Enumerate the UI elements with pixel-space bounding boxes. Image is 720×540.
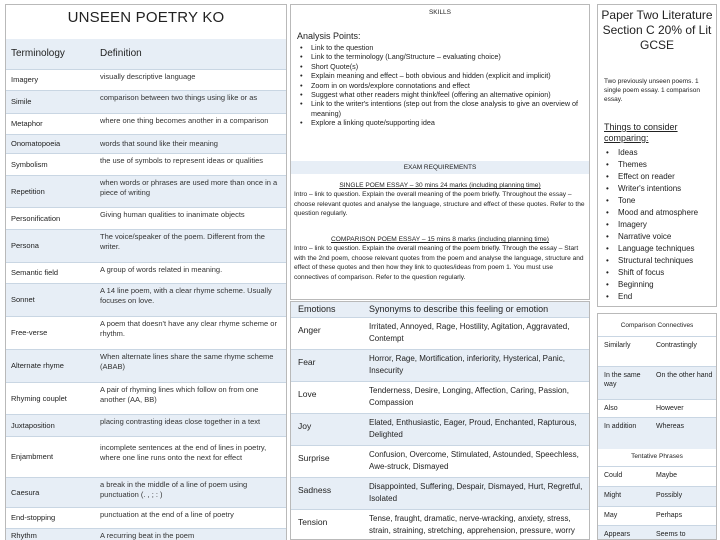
emotion-synonyms: Tense, fraught, dramatic, nerve-wracking, anxiety, stress, strain, straining, stretching, apprehension, pressure, worry: [369, 514, 575, 535]
term-definition: Giving human qualities to inanimate objects: [100, 210, 245, 219]
compare-item: • End: [606, 291, 698, 303]
emotion-synonyms: Horror, Rage, Mortification, inferiority, Hysterical, Panic, Insecurity: [369, 354, 565, 375]
compare-item: • Writer's intentions: [606, 183, 698, 195]
compare-item: • Language techniques: [606, 243, 698, 255]
connective-right: Seems to: [656, 531, 686, 538]
term-name: Imagery: [11, 75, 39, 84]
connective-row: [598, 525, 716, 540]
connective-left: Similarly: [604, 342, 631, 349]
term-name: Rhythm: [11, 531, 37, 540]
compare-item: • Themes: [606, 159, 698, 171]
single-poem-essay-body: Intro – link to question. Explain the overall meaning of the poem briefly. Throughout the essay – choose relevant quotes and analyse the language, structure and effect of these quotes. Refer to the question regularly.: [294, 191, 585, 218]
connective-row: [598, 486, 716, 506]
terminology-row: [6, 528, 286, 540]
paper-two-panel: [597, 4, 717, 307]
terminology-row: [6, 283, 286, 316]
emotion-synonyms: Confusion, Overcome, Stimulated, Astounded, Speechless, Awe-struck, Dismayed: [369, 450, 579, 471]
compare-title: Things to consider comparing:: [604, 122, 678, 143]
term-name: Onomatopoeia: [11, 139, 61, 148]
connective-right: Perhaps: [656, 512, 683, 519]
compare-list: [606, 147, 698, 303]
analysis-point: • Link to the question: [300, 43, 585, 52]
terminology-row: [6, 153, 286, 175]
connective-right: Possibly: [656, 492, 683, 499]
compare-item: • Structural techniques: [606, 255, 698, 267]
terminology-row: [6, 90, 286, 113]
emotion-row: [291, 477, 589, 509]
terminology-row: [6, 113, 286, 134]
analysis-point: • Suggest what other readers might think/feel (offering an alternative opinion): [300, 90, 585, 99]
emotion-row: [291, 413, 589, 445]
connective-row: [598, 336, 716, 366]
terminology-row: [6, 207, 286, 229]
terminology-row: [6, 414, 286, 436]
analysis-points-list: [300, 43, 585, 128]
term-name: Personification: [11, 214, 61, 223]
term-name: Symbolism: [11, 160, 48, 169]
term-definition: words that sound like their meaning: [100, 139, 218, 148]
connective-left: In the same way: [604, 372, 641, 388]
compare-item: • Shift of focus: [606, 267, 698, 279]
term-name: Metaphor: [11, 119, 43, 128]
paper-description: Two previously unseen poems. 1 single poem essay. 1 comparison essay.: [604, 78, 700, 103]
emotion-row: [291, 381, 589, 413]
term-definition: comparison between two things using like or as: [100, 93, 258, 102]
emotion-row: [291, 349, 589, 381]
emotions-column-header: Emotions: [298, 304, 336, 314]
compare-item: • Mood and atmosphere: [606, 207, 698, 219]
emotion-name: Joy: [298, 421, 312, 431]
terminology-row: [6, 134, 286, 153]
connective-left: Appears: [604, 531, 631, 538]
term-name: End-stopping: [11, 513, 56, 522]
term-name: Juxtaposition: [11, 421, 55, 430]
comparison-poem-essay-body: Intro – link to question. Explain the overall meaning of the poem briefly. Through the essay – Start with the 2nd poem, choose relevant quotes from the poem and analyse the language, structure and effect of these quotes and then how they link to quotes/ideas from poem 1. You must use connectives of comparison. Refer to the question regularly.: [294, 245, 584, 281]
compare-item: • Beginning: [606, 279, 698, 291]
term-name: Semantic field: [11, 268, 59, 277]
paper-title: Paper Two Literature Section C 20% of Lit GCSE: [601, 8, 713, 52]
connective-row: [598, 506, 716, 525]
term-definition: A poem that doesn't have any clear rhyme scheme or rhythm.: [100, 319, 277, 338]
connective-row: [598, 366, 716, 399]
emotion-name: Anger: [298, 325, 321, 335]
comparison-poem-essay: [294, 235, 586, 282]
term-definition: the use of symbols to represent ideas or qualities: [100, 156, 264, 165]
emotion-name: Sadness: [298, 485, 332, 495]
terminology-row: [6, 316, 286, 349]
term-name: Enjambment: [11, 452, 54, 461]
term-definition: where one thing becomes another in a comparison: [100, 116, 269, 125]
terminology-row: [6, 507, 286, 528]
term-definition: A 14 line poem, with a clear rhyme scheme. Usually focuses on love.: [100, 286, 272, 305]
term-definition: placing contrasting ideas close together in a text: [100, 417, 261, 426]
term-definition: A pair of rhyming lines which follow on from one another (AA, BB): [100, 385, 259, 404]
emotion-name: Love: [298, 389, 317, 399]
term-name: Simile: [11, 97, 32, 106]
terminology-row: [6, 175, 286, 207]
term-definition: a break in the middle of a line of poem using punctuation (. , ; : ): [100, 480, 248, 499]
synonyms-column-header: Synonyms to describe this feeling or emotion: [369, 304, 549, 314]
terminology-row: [6, 382, 286, 414]
analysis-point: • Explore a linking quote/supporting idea: [300, 118, 585, 127]
connective-right: Contrastingly: [656, 342, 697, 349]
term-name: Repetition: [11, 187, 45, 196]
emotion-synonyms: Disappointed, Suffering, Despair, Dismayed, Hurt, Regretful, Isolated: [369, 482, 583, 503]
skills-title: SKILLS: [428, 9, 452, 16]
connective-right: Whereas: [656, 423, 685, 430]
terminology-column-header: Terminology: [11, 48, 65, 59]
connective-left: Also: [604, 405, 618, 412]
emotion-row: [291, 445, 589, 477]
term-name: Persona: [11, 241, 39, 250]
emotions-table: [290, 301, 590, 540]
term-definition: When alternate lines share the same rhyme scheme (ABAB): [100, 352, 274, 371]
term-definition: A recurring beat in the poem: [100, 531, 195, 540]
term-name: Rhyming couplet: [11, 394, 67, 403]
connectives-panel: [597, 313, 717, 540]
analysis-point: • Explain meaning and effect – both obvious and hidden (explicit and implicit): [300, 71, 585, 80]
emotion-row: [291, 509, 589, 540]
term-name: Alternate rhyme: [11, 361, 64, 370]
analysis-points-title: Analysis Points:: [297, 31, 361, 41]
analysis-point: • Link to the writer's intentions (step out from the close analysis to give an overview of meaning): [300, 99, 585, 118]
term-definition: punctuation at the end of a line of poetry: [100, 510, 234, 519]
terminology-row: [6, 262, 286, 283]
connective-left: In addition: [604, 423, 637, 430]
single-poem-essay-heading: SINGLE POEM ESSAY – 30 mins 24 marks (including planning time): [339, 182, 541, 189]
terminology-table-header: [6, 39, 286, 69]
emotions-table-header: [291, 302, 589, 317]
compare-item: • Ideas: [606, 147, 698, 159]
term-definition: A group of words related in meaning.: [100, 265, 223, 274]
terminology-row: [6, 477, 286, 507]
compare-item: • Imagery: [606, 219, 698, 231]
compare-item: • Effect on reader: [606, 171, 698, 183]
term-definition: The voice/speaker of the poem. Different from the writer.: [100, 232, 265, 251]
emotion-name: Surprise: [298, 453, 330, 463]
emotion-name: Fear: [298, 357, 316, 367]
connective-row: [598, 466, 716, 486]
terminology-row: [6, 349, 286, 382]
term-definition: when words or phrases are used more than once in a piece of writing: [100, 178, 278, 197]
emotion-name: Tension: [298, 517, 328, 527]
terminology-panel: [5, 4, 287, 540]
compare-item: • Narrative voice: [606, 231, 698, 243]
connective-row: [598, 417, 716, 449]
terminology-row: [6, 229, 286, 262]
term-definition: incomplete sentences at the end of lines in poetry, where one line runs onto the next for effect: [100, 443, 267, 462]
compare-item: • Tone: [606, 195, 698, 207]
connective-left: Might: [604, 492, 622, 499]
emotion-synonyms: Irritated, Annoyed, Rage, Hostility, Agitation, Aggravated, Contempt: [369, 322, 570, 343]
term-name: Caesura: [11, 488, 40, 497]
term-definition: visually descriptive language: [100, 72, 196, 81]
connective-left: May: [604, 512, 618, 519]
panel-title: UNSEEN POETRY KO: [67, 9, 225, 26]
connective-right: Maybe: [656, 472, 678, 479]
connective-right: On the other hand: [656, 372, 713, 379]
emotion-synonyms: Tenderness, Desire, Longing, Affection, Caring, Passion, Compassion: [369, 386, 569, 407]
analysis-point: • Short Quote(s): [300, 62, 585, 71]
terminology-row: [6, 436, 286, 477]
term-name: Sonnet: [11, 295, 35, 304]
terminology-row: [6, 69, 286, 90]
connectives-title: Comparison Connectives: [620, 322, 694, 329]
connective-right: However: [656, 405, 684, 412]
connective-row: [598, 399, 716, 417]
analysis-point: • Zoom in on words/explore connotations and effect: [300, 81, 585, 90]
single-poem-essay: [294, 181, 586, 219]
emotion-row: [291, 317, 589, 349]
term-name: Free-verse: [11, 328, 48, 337]
comparison-poem-essay-heading: COMPARISON POEM ESSAY – 15 mins 8 marks (including planning time): [330, 236, 550, 243]
skills-panel: [290, 4, 590, 300]
analysis-point: • Link to the terminology (Lang/Structure – evaluating choice): [300, 52, 585, 61]
exam-requirements-title: EXAM REQUIREMENTS: [291, 161, 589, 174]
definition-column-header: Definition: [100, 48, 142, 59]
connective-left: Could: [604, 472, 623, 479]
emotion-synonyms: Elated, Enthusiastic, Eager, Proud, Enchanted, Rapturous, Delighted: [369, 418, 577, 439]
tentative-title: Tentative Phrases: [631, 453, 683, 460]
